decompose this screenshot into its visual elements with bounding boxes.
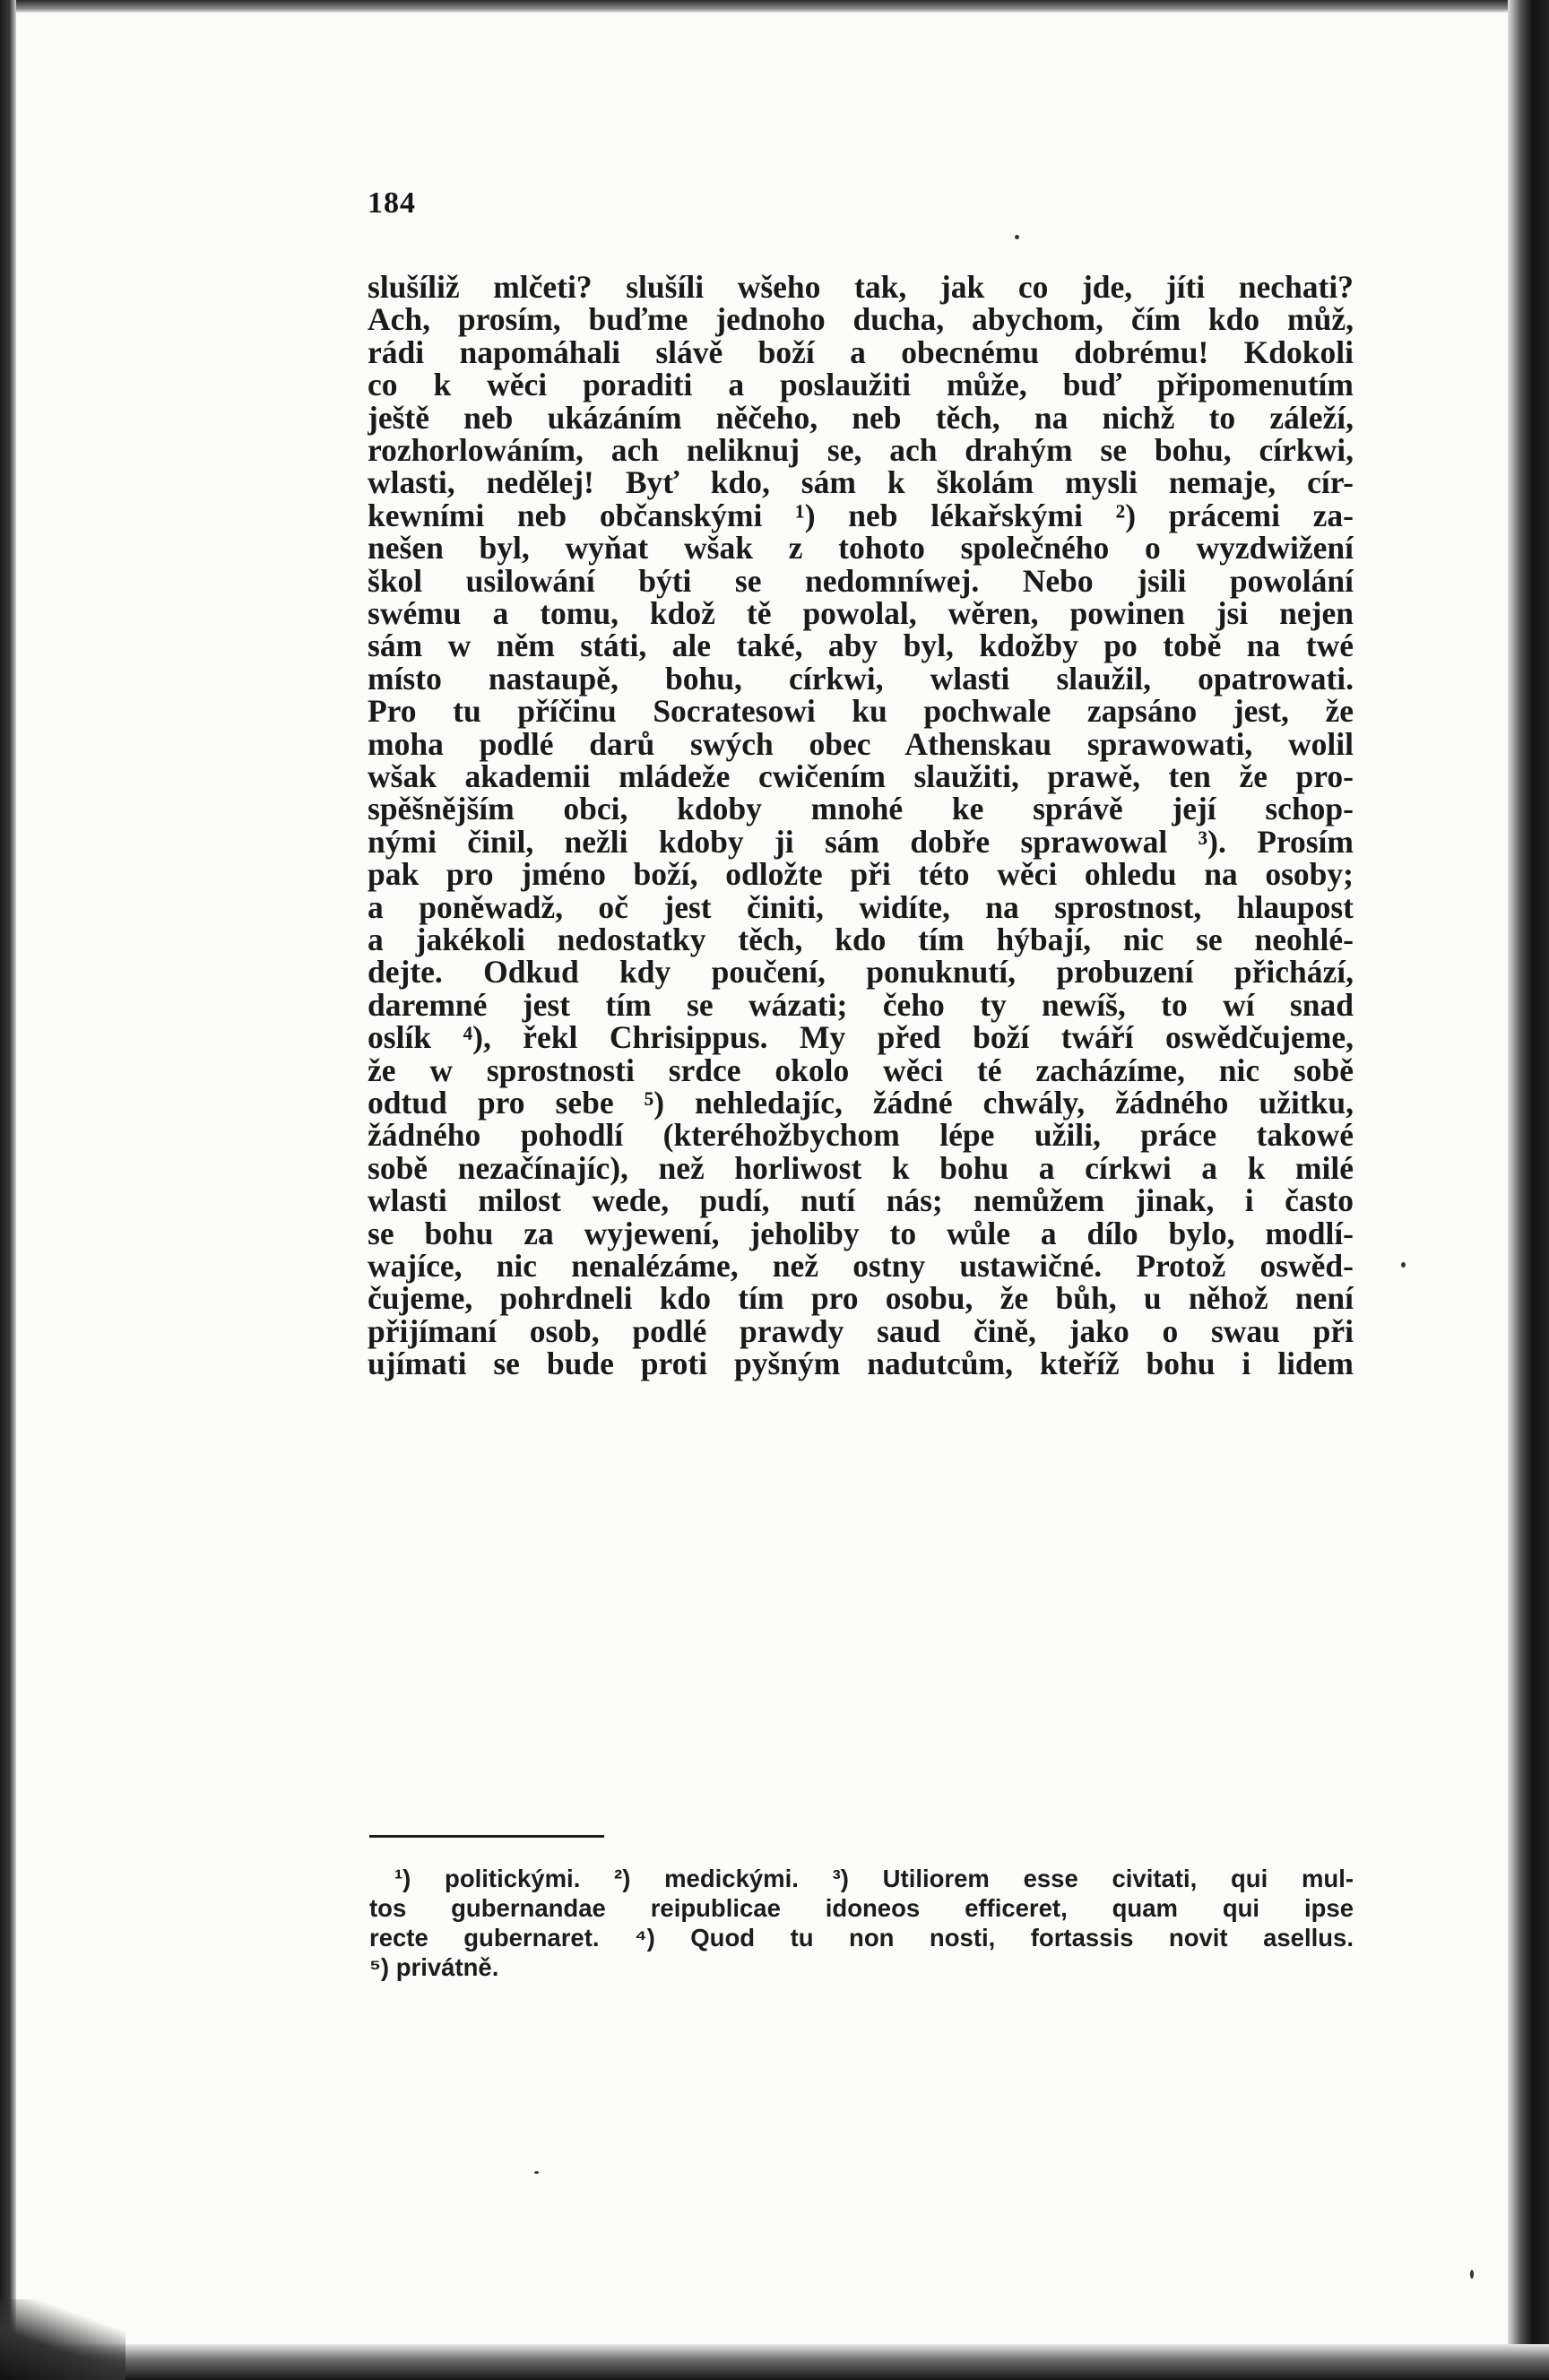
- body-line: se bohu za wyjewení, jeholiby to wůle a dílo bylo, modlí-: [368, 1215, 1354, 1251]
- body-line: kewními neb občanskými ¹) neb lékařskými ²) prácemi za-: [368, 497, 1354, 533]
- body-line: čujeme, pohrdneli kdo tím pro osobu, že bůh, u něhož není: [368, 1280, 1354, 1317]
- body-line: Pro tu příčinu Socratesowi ku pochwale zapsáno jest, že: [368, 693, 1354, 730]
- body-line: ujímati se bude proti pyšným nadutcům, kteříž bohu i lidem: [368, 1346, 1354, 1382]
- footnote-line: ⁵) privátně.: [369, 1953, 499, 1981]
- scan-speck: [534, 2171, 539, 2174]
- body-line: sám w něm státi, ale také, aby byl, kdožby po tobě na twé: [368, 627, 1354, 664]
- body-line: že w sprostnosti srdce okolo wěci té zacházíme, nic sobě: [368, 1052, 1354, 1088]
- body-line: wajíce, nic nenalézáme, než ostny ustawičné. Protož oswěd-: [368, 1248, 1354, 1284]
- body-line: co k wěci poraditi a poslaužiti může, buď připomenutím: [368, 367, 1354, 403]
- body-line: rozhorlowáním, ach neliknuj se, ach drahým se bohu, církwi,: [368, 432, 1354, 468]
- body-line: nešen byl, wyňat wšak z tohoto společného o wyzdwižení: [368, 530, 1354, 567]
- body-line: ještě neb ukázáním něčeho, neb těch, na nichž to záleží,: [368, 399, 1354, 436]
- scan-border-left: [0, 0, 16, 2380]
- body-line: moha podlé darů swých obec Athenskau sprawowati, wolil: [368, 725, 1354, 762]
- scan-speck: [1401, 1262, 1406, 1268]
- body-line: a jakékoli nedostatky těch, kdo tím hýbají, nic se neohlé-: [368, 922, 1354, 957]
- body-line: dejte. Odkud kdy poučení, ponuknutí, probuzení přichází,: [368, 954, 1354, 991]
- body-line: rádi napomáhali slávě boží a obecnému dobrému! Kdokoli: [368, 333, 1354, 370]
- scan-border-right: [1508, 0, 1549, 2380]
- body-line: spěšnějším obci, kdoby mnohé ke správě její schop-: [368, 791, 1354, 827]
- body-line: škol usilowání býti se nedomníwej. Nebo jsili powolání: [368, 562, 1354, 599]
- body-line: swému a tomu, kdož tě powolal, wěren, powinen jsi nejen: [368, 595, 1354, 631]
- body-line: žádného pohodlí (kteréhožbychom lépe užili, práce takowé: [368, 1117, 1354, 1154]
- body-line: odtud pro sebe ⁵) nehledajíc, žádné chwály, žádného užitku,: [368, 1085, 1354, 1121]
- scan-border-top: [0, 0, 1549, 13]
- body-line: Ach, prosím, buďme jednoho ducha, abychom, čím kdo můž,: [368, 301, 1354, 338]
- body-line: sobě nezačínajíc), než horliwost k bohu a církwi a k milé: [368, 1149, 1354, 1186]
- footnote-rule: [369, 1835, 604, 1838]
- scan-speck: [1470, 2270, 1474, 2279]
- body-line: místo nastaupě, bohu, církwi, wlasti slaužil, opatrowati.: [368, 660, 1354, 697]
- footnote-line: recte gubernaret. ⁴) Quod tu non nosti, fortassis novit asellus.: [369, 1924, 1354, 1952]
- scan-corner-shadow: [0, 2299, 125, 2380]
- body-line: wlasti, nedělej! Byť kdo, sám k školám mysli nemaje, cír-: [368, 464, 1354, 501]
- body-line: slušíliž mlčeti? slušíli wšeho tak, jak co jde, jíti nechati?: [368, 269, 1354, 305]
- body-line: wšak akademii mládeže cwičením slaužiti, prawě, ten že pro-: [368, 758, 1354, 794]
- footnote-line: tos gubernandae reipublicae idoneos efficeret, quam qui ipse: [369, 1894, 1354, 1922]
- scan-speck: [1015, 235, 1019, 239]
- body-line: wlasti milost wede, pudí, nutí nás; nemůžem jinak, i často: [368, 1182, 1354, 1219]
- body-line: nými činil, nežli kdoby ji sám dobře sprawowal ³). Prosím: [368, 823, 1354, 860]
- scan-border-bottom: [0, 2344, 1549, 2380]
- footnote-line: ¹) politickými. ²) medickými. ³) Utiliorem esse civitati, qui mul-: [394, 1865, 1354, 1892]
- page-number: 184: [368, 186, 416, 220]
- body-line: přijímaní osob, podlé prawdy saud čině, jako o swau při: [368, 1312, 1354, 1349]
- body-line: daremné jest tím se wázati; čeho ty newíš, to wí snad: [368, 986, 1354, 1023]
- body-line: oslík ⁴), řekl Chrisippus. My před boží twáří oswědčujeme,: [368, 1019, 1354, 1056]
- body-line: a poněwadž, oč jest činiti, widíte, na sprostnost, hlaupost: [368, 888, 1354, 925]
- body-line: pak pro jméno boží, odložte při této wěci ohledu na osoby;: [368, 856, 1354, 893]
